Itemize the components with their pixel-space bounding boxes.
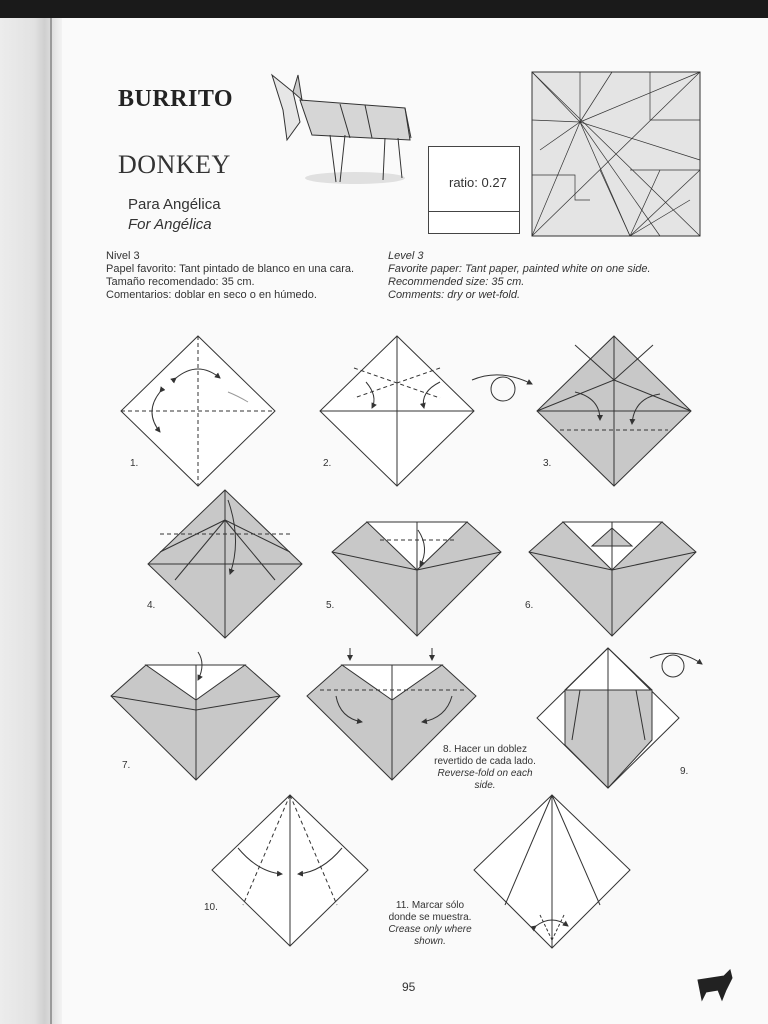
page-title: BURRITO — [118, 86, 234, 112]
paper-en: Favorite paper: Tant paper, painted white on one side. — [388, 263, 651, 275]
step-label-3: 3. — [543, 458, 552, 469]
donkey-illustration — [272, 75, 411, 184]
page-number: 95 — [402, 980, 416, 994]
note8-en-2: side. — [474, 780, 496, 791]
step-3-diagram — [537, 336, 691, 486]
step-6-diagram — [529, 522, 696, 636]
note11-en-1: Crease only where — [388, 924, 472, 935]
note8-es-2: revertido de cada lado. — [434, 756, 536, 767]
step-label-10: 10. — [204, 902, 218, 913]
step-label-9: 9. — [680, 766, 689, 777]
level-es: Nivel 3 — [106, 250, 140, 262]
note8-en-1: Reverse-fold on each — [437, 768, 533, 779]
ratio-label: ratio: 0.27 — [449, 175, 507, 190]
step-11-note — [380, 900, 480, 948]
step-9-diagram — [537, 648, 679, 788]
step-label-1: 1. — [130, 458, 139, 469]
level-en: Level 3 — [388, 250, 424, 262]
note8-es-1: 8. Hacer un doblez — [443, 744, 527, 755]
page-subtitle: DONKEY — [118, 150, 231, 179]
step-label-2: 2. — [323, 458, 332, 469]
step-label-4: 4. — [147, 600, 156, 611]
step-10-diagram — [212, 795, 368, 946]
step-4-diagram — [148, 490, 302, 638]
note11-es-2: donde se muestra. — [388, 912, 472, 923]
comments-en: Comments: dry or wet-fold. — [388, 289, 521, 301]
note11-en-2: shown. — [414, 936, 446, 947]
step-label-6: 6. — [525, 600, 534, 611]
donkey-silhouette-icon — [698, 970, 732, 1000]
step-1-diagram — [121, 336, 275, 486]
paper-es: Papel favorito: Tant pintado de blanco en una cara. — [106, 263, 355, 275]
crease-pattern — [532, 72, 700, 236]
size-en: Recommended size: 35 cm. — [388, 276, 525, 288]
step-label-7: 7. — [122, 760, 131, 771]
turn-over-icon-2 — [650, 653, 702, 677]
turn-over-icon-1 — [472, 375, 532, 401]
note11-es-1: 11. Marcar sólo — [395, 900, 465, 911]
step-label-5: 5. — [326, 600, 335, 611]
step-7-diagram — [111, 652, 280, 780]
size-es: Tamaño recomendado: 35 cm. — [106, 276, 255, 288]
step-5-diagram — [332, 522, 501, 636]
dedication-spanish: Para Angélica — [128, 196, 221, 213]
dedication-english: For Angélica — [128, 216, 212, 233]
step-11-diagram — [474, 795, 630, 948]
step-8-note — [430, 744, 540, 792]
comments-es: Comentarios: doblar en seco o en húmedo. — [106, 289, 317, 301]
step-2-diagram — [320, 336, 474, 486]
